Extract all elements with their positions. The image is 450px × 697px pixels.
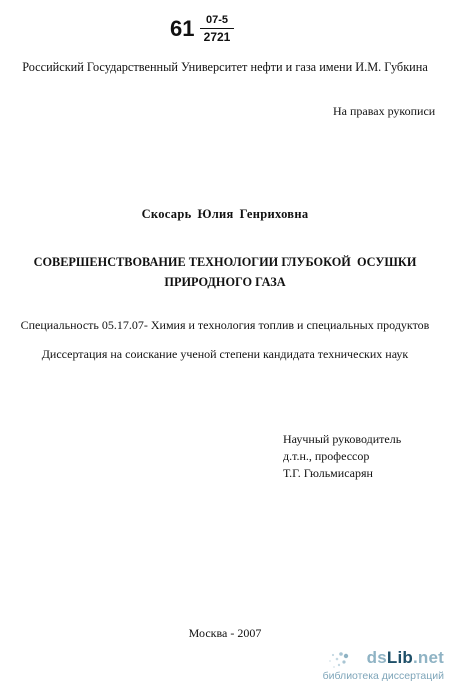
degree-statement: Диссертация на соискание ученой степени кандидата технических наук <box>41 347 409 361</box>
watermark-logo-part-3: .net <box>412 648 444 667</box>
catalog-denominator: 2721 <box>203 30 231 44</box>
author-patronymic: Генриховна <box>239 207 309 221</box>
watermark-logo-part-2: Lib <box>386 648 413 667</box>
author-first-name: Юлия <box>197 207 234 221</box>
specialty: Специальность 05.17.07- Химия и технология топлив и специальных продуктов <box>20 318 430 332</box>
catalog-major: 61 <box>170 16 195 41</box>
city-year: Москва - 2007 <box>188 626 262 640</box>
advisor-rank: д.т.н., профессор <box>283 449 370 463</box>
author-name <box>0 207 450 222</box>
catalog-numerator: 07-5 <box>200 14 234 29</box>
catalog-fraction <box>200 14 234 43</box>
watermark <box>320 648 450 696</box>
watermark-subtitle: библиотека диссертаций <box>322 670 444 682</box>
thesis-title-line-1: СОВЕРШЕНСТВОВАНИЕ ТЕХНОЛОГИИ ГЛУБОКОЙ ОСУШКИ <box>33 255 417 269</box>
watermark-logo-part-1: ds <box>366 648 387 667</box>
thesis-title-line-2: ПРИРОДНОГО ГАЗА <box>164 275 286 289</box>
university-name: Российский Государственный Университет нефти и газа имени И.М. Губкина <box>22 60 428 74</box>
manuscript-note: На правах рукописи <box>333 104 436 118</box>
author-surname: Скосарь <box>141 207 192 221</box>
advisor-role: Научный руководитель <box>283 432 402 446</box>
watermark-logo <box>367 648 444 668</box>
advisor-name: Т.Г. Гюльмисарян <box>283 466 373 480</box>
